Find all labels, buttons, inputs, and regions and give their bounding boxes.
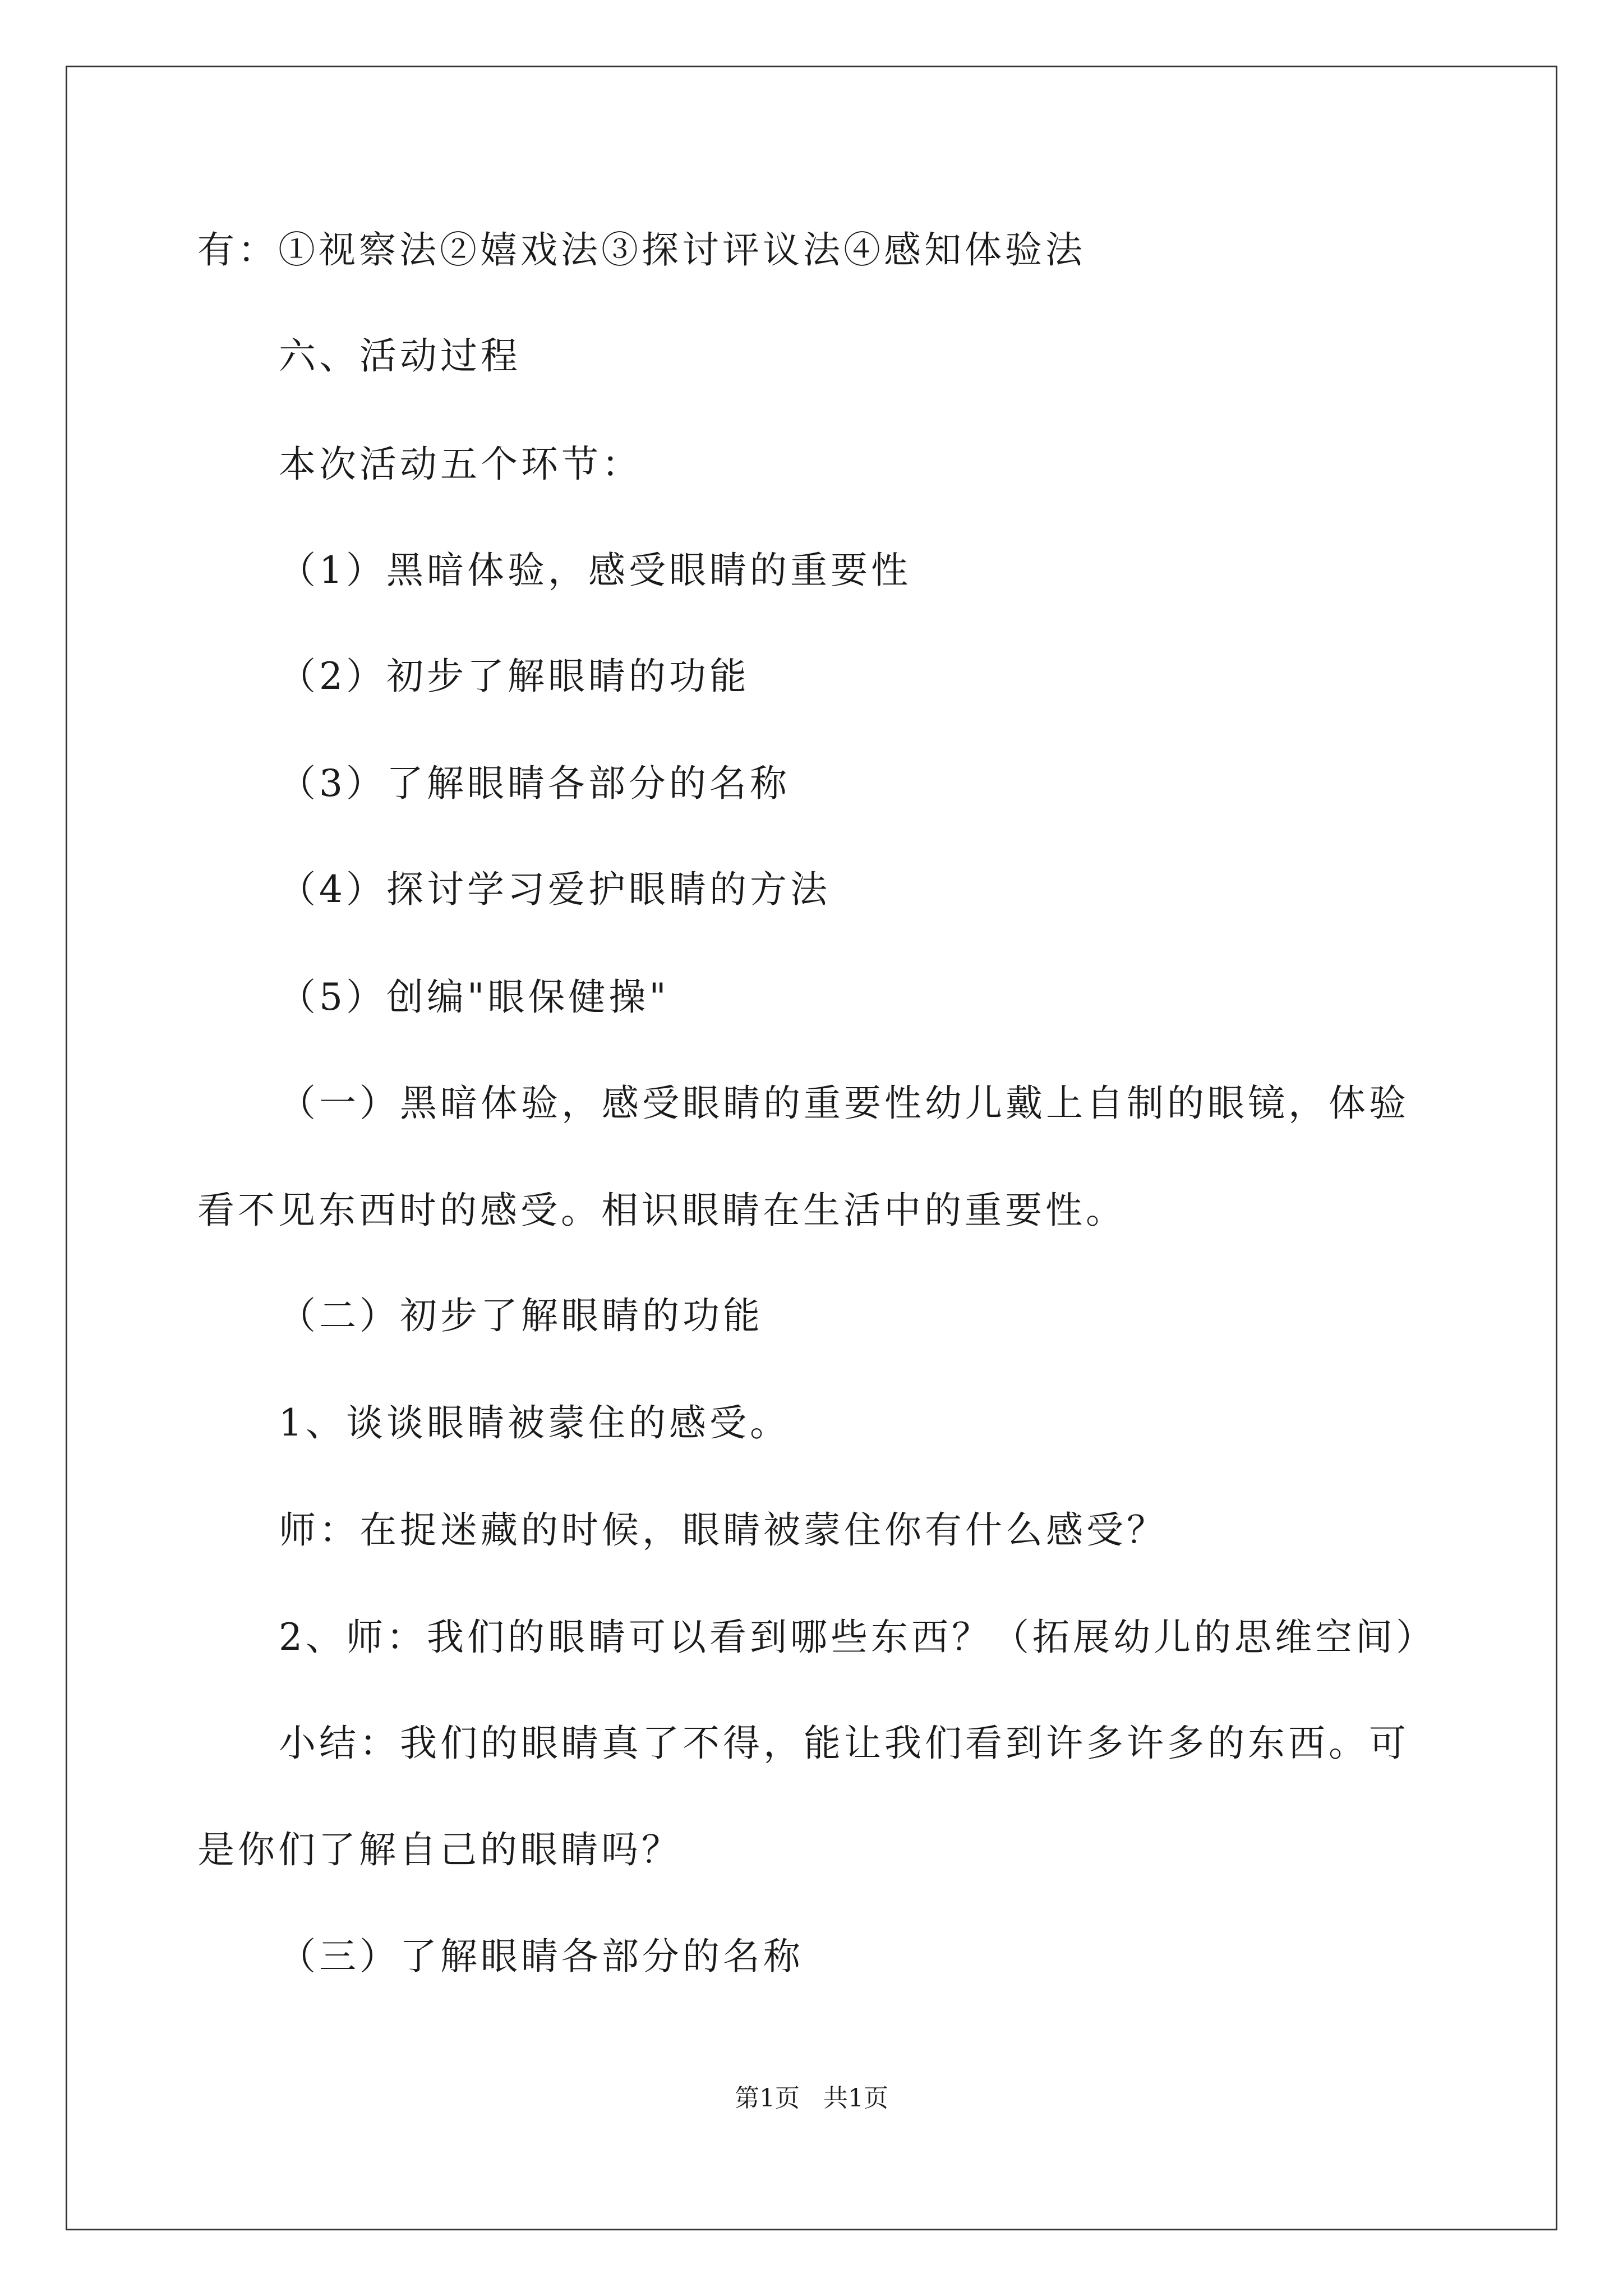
list-item-3: （3）了解眼睛各部分的名称 [279,762,790,805]
text-line-12: 1、谈谈眼睛被蒙住的感受。 [279,1401,790,1444]
section-heading-activity-process: 六、活动过程 [279,334,521,378]
section-heading-two: （二）初步了解眼睛的功能 [279,1294,763,1337]
page-footer: 第1页 共1页 [735,2084,888,2113]
text-line-3: 本次活动五个环节： [279,443,642,486]
summary-line-2: 是你们了解自己的眼睛吗？ [197,1828,682,1871]
list-item-5: （5）创编"眼保健操" [279,976,670,1019]
text-line-13: 师：在捉迷藏的时候，眼睛被蒙住你有什么感受？ [279,1508,1167,1552]
paragraph-one-line-2: 看不见东西时的感受。相识眼睛在生活中的重要性。 [197,1189,1126,1232]
text-line-1: 有：①视察法②嬉戏法③探讨评议法④感知体验法 [197,228,1086,272]
section-heading-three: （三）了解眼睛各部分的名称 [279,1935,804,1978]
text-line-14: 2、师：我们的眼睛可以看到哪些东西？（拓展幼儿的思维空间） [279,1616,1436,1659]
list-item-2: （2）初步了解眼睛的功能 [279,655,750,698]
paragraph-one-line-1: （一）黑暗体验，感受眼睛的重要性幼儿戴上自制的眼镜，体验 [279,1082,1409,1125]
summary-line-1: 小结：我们的眼睛真了不得，能让我们看到许多许多的东西。可 [279,1722,1409,1765]
page-frame [66,66,1557,2230]
list-item-1: （1）黑暗体验，感受眼睛的重要性 [279,549,911,592]
list-item-4: （4）探讨学习爱护眼睛的方法 [279,868,831,911]
